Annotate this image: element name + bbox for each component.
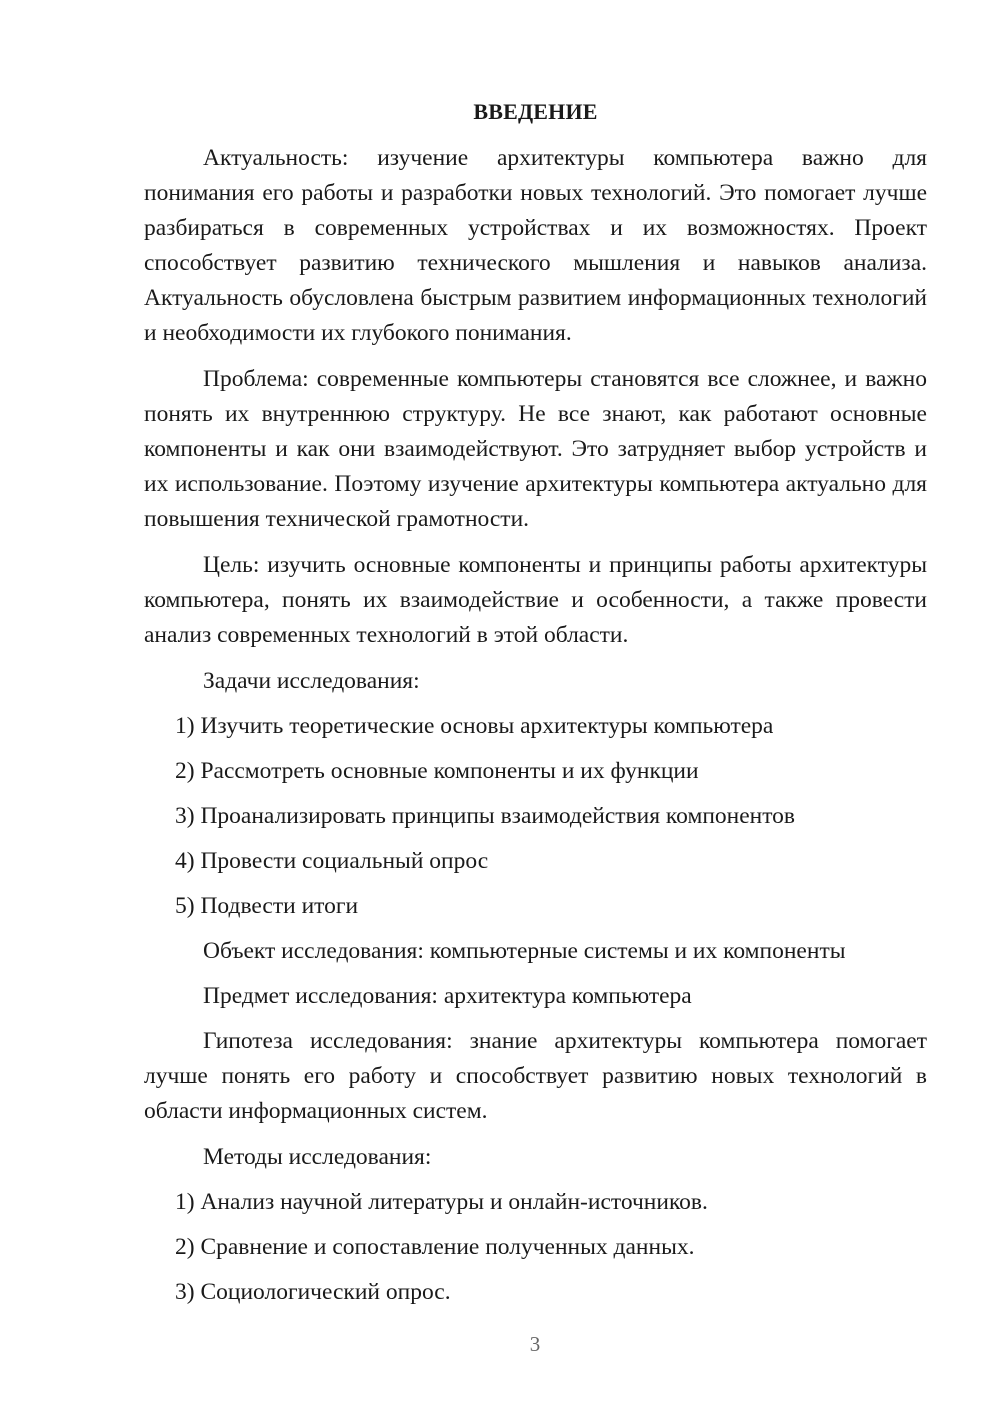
- page-number: 3: [529, 1332, 541, 1356]
- task-item: 3) Проанализировать принципы взаимодействия компонентов: [175, 803, 796, 829]
- hypothesis-paragraph: Гипотеза исследования: знание архитектуры компьютера помогает лучше понять его работу и способствует развитию новых технологий в области информационных систем.: [144, 1028, 927, 1124]
- method-item: 3) Социологический опрос.: [175, 1279, 451, 1305]
- task-item: 2) Рассмотреть основные компоненты и их функции: [175, 758, 699, 784]
- tasks-list: [144, 709, 927, 924]
- goal-paragraph: Цель: изучить основные компоненты и принципы работы архитектуры компьютера, понять их взаимодействие и особенности, а также провести анализ современных технологий в этой области.: [144, 552, 927, 648]
- research-object: Объект исследования: компьютерные системы и их компоненты: [203, 938, 846, 964]
- relevance-paragraph: Актуальность: изучение архитектуры компьютера важно для понимания его работы и разработки новых технологий. Это помогает лучше разбираться в современных устройствах и их возможностях. Проект способствует развитию технического мышления и навыков анализа. Актуальность обусловлена быстрым развитием информационных технологий и необходимости их глубокого понимания.: [144, 145, 927, 346]
- task-item: 1) Изучить теоретические основы архитектуры компьютера: [175, 713, 774, 739]
- section-title: ВВЕДЕНИЕ: [473, 99, 598, 124]
- method-item: 1) Анализ научной литературы и онлайн-источников.: [175, 1189, 708, 1215]
- research-subject: Предмет исследования: архитектура компьютера: [203, 983, 692, 1009]
- document-body: [144, 94, 927, 1320]
- task-item: 4) Провести социальный опрос: [175, 848, 489, 874]
- methods-list: [144, 1185, 927, 1310]
- methods-heading: Методы исследования:: [203, 1144, 432, 1170]
- task-item: 5) Подвести итоги: [175, 893, 359, 919]
- tasks-heading: Задачи исследования:: [203, 668, 420, 694]
- method-item: 2) Сравнение и сопоставление полученных данных.: [175, 1234, 695, 1260]
- problem-paragraph: Проблема: современные компьютеры становятся все сложнее, и важно понять их внутреннюю структуру. Не все знают, как работают основные компоненты и как они взаимодействуют. Это затрудняет выбор устройств и их использование. Поэтому изучение архитектуры компьютера актуально для повышения технической грамотности.: [144, 366, 927, 532]
